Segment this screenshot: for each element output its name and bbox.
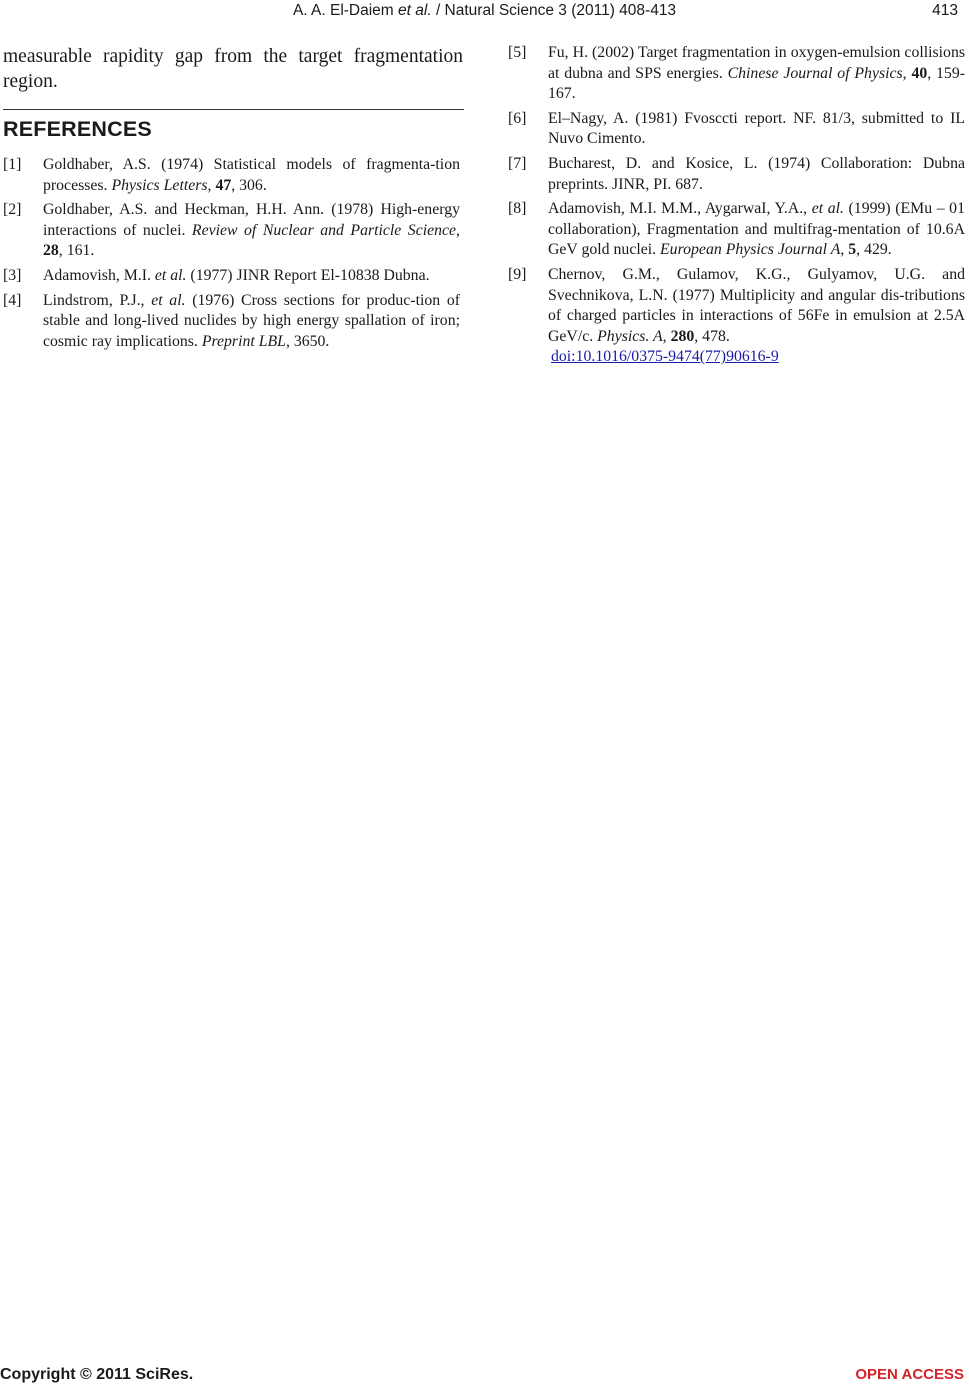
doi-link[interactable]: doi:10.1016/0375-9474(77)90616-9 <box>551 348 779 366</box>
running-header <box>0 1 969 23</box>
copyright-notice: Copyright © 2011 SciRes. <box>0 1366 194 1383</box>
reference-text: Adamovish, M.I. M.M., AygarwaI, Y.A., et al. (1999) (EMu – 01 collaboration), Fragmentation and multifrag-mentation of 10.6A GeV gold nuclei. European Physics Journal A, 5, 429. <box>548 200 965 259</box>
reference-text: El–Nagy, A. (1981) Fvosccti report. NF. 81/3, submitted to IL Nuvo Cimento. <box>548 109 965 148</box>
reference-item <box>3 291 460 353</box>
reference-text: Fu, H. (2002) Target fragmentation in oxygen-emulsion collisions at dubna and SPS energies. Chinese Journal of Physics, 40, 159-167. <box>548 44 965 103</box>
reference-number: [4] <box>3 291 22 309</box>
reference-number: [1] <box>3 156 22 173</box>
page-number: 413 <box>932 2 958 19</box>
reference-number: [9] <box>508 265 527 283</box>
reference-list-left <box>3 155 460 356</box>
reference-item <box>508 43 965 105</box>
reference-item <box>508 109 965 150</box>
reference-number: [2] <box>3 201 22 219</box>
reference-text: Lindstrom, P.J., et al. (1976) Cross sections for produc-tion of stable and long-lived nuclides by high energy spallation of iron; cosmic ray implications. Preprint LBL, 3650. <box>43 291 460 350</box>
reference-item <box>3 155 460 196</box>
reference-text: Goldhaber, A.S. and Heckman, H.H. Ann. (1978) High-energy interactions of nuclei. Review of Nuclear and Particle Science, 28, 161. <box>43 201 460 260</box>
references-heading: REFERENCES <box>3 117 152 141</box>
reference-list-right <box>508 43 965 372</box>
reference-number: [6] <box>508 109 527 127</box>
reference-number: [8] <box>508 200 527 218</box>
reference-number: [7] <box>508 154 527 172</box>
reference-item <box>508 265 965 368</box>
reference-text: Bucharest, D. and Kosice, L. (1974) Collaboration: Dubna preprints. JINR, PI. 687. <box>548 154 965 193</box>
reference-text: Chernov, G.M., Gulamov, K.G., Gulyamov, U.G. and Svechnikova, L.N. (1977) Multiplicity and angular dis-tributions of charged particles in interactions of 56Fe in emulsion at 2.5A GeV/c. Physics. A, 280, 478. doi:10.1016/0375-9474(77)90616-9 <box>548 265 965 368</box>
reference-number: [5] <box>508 44 527 61</box>
reference-number: [3] <box>3 266 22 284</box>
open-access-label: OPEN ACCESS <box>855 1366 964 1383</box>
left-column-body <box>3 44 463 94</box>
running-title: A. A. El-Daiem et al. / Natural Science 3 (2011) 408-413 <box>292 2 677 19</box>
reference-text: Adamovish, M.I. et al. (1977) JINR Report El-10838 Dubna. <box>43 266 430 284</box>
reference-item <box>3 266 460 287</box>
body-paragraph: measurable rapidity gap from the target fragmentation region. <box>3 46 463 92</box>
section-divider <box>3 109 464 110</box>
reference-item <box>508 154 965 195</box>
reference-text: Goldhaber, A.S. (1974) Statistical models of fragmenta-tion processes. Physics Letters, 47, 306. <box>43 156 460 194</box>
reference-item <box>3 200 460 262</box>
reference-item <box>508 199 965 261</box>
